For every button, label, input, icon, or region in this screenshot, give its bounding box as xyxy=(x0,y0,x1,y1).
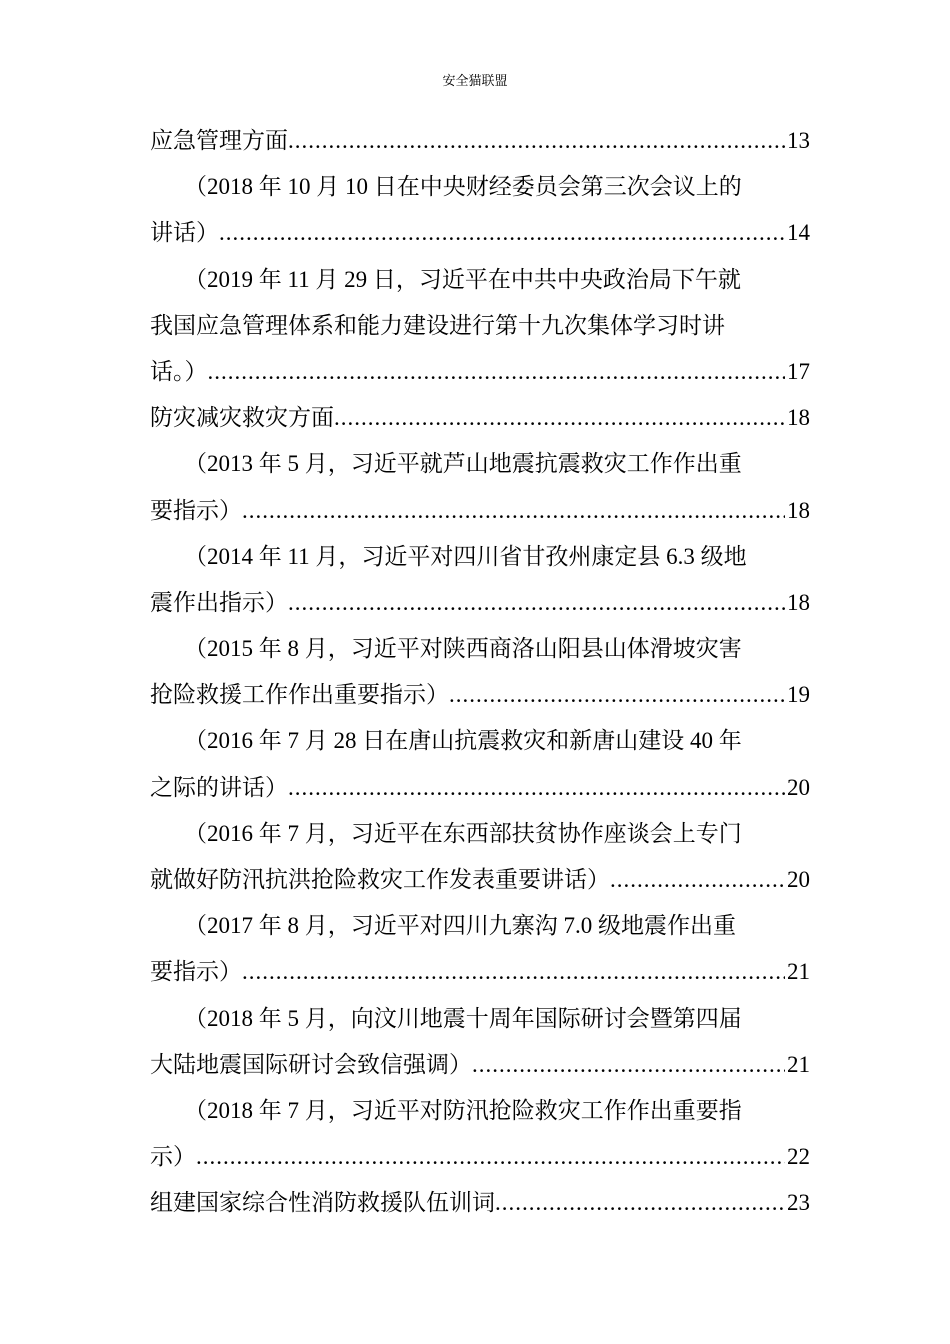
toc-page-number: 23 xyxy=(787,1190,810,1216)
toc-entry-final-line xyxy=(150,949,810,995)
toc-leader-dots xyxy=(196,1134,785,1180)
toc-entry[interactable] xyxy=(150,903,810,995)
toc-entry-final-line xyxy=(150,1134,810,1180)
toc-entry[interactable] xyxy=(150,395,810,441)
toc-entry-title: 抢险救援工作作出重要指示） xyxy=(150,682,449,708)
toc-entry[interactable] xyxy=(150,441,810,533)
toc-leader-dots xyxy=(288,765,785,811)
toc-page-number: 19 xyxy=(787,682,810,708)
toc-entry[interactable] xyxy=(150,534,810,626)
toc-entry-title: 组建国家综合性消防救援队伍训词 xyxy=(150,1190,495,1216)
toc-entry[interactable] xyxy=(150,996,810,1088)
toc-entry-final-line xyxy=(150,395,810,441)
toc-entry-text-line: 我国应急管理体系和能力建设进行第十九次集体学习时讲 xyxy=(150,312,725,338)
toc-leader-dots xyxy=(610,857,785,903)
toc-entry-title: 要指示） xyxy=(150,959,242,985)
toc-page-number: 20 xyxy=(787,867,810,892)
toc-entry-final-line xyxy=(150,210,810,256)
toc-entry-title: 应急管理方面 xyxy=(150,128,288,153)
toc-entry-final-line xyxy=(150,349,810,395)
toc-entry-text-line: （2017 年 8 月，习近平对四川九寨沟 7.0 级地震作出重 xyxy=(184,913,736,939)
toc-entry-title: 大陆地震国际研讨会致信强调） xyxy=(150,1051,472,1077)
toc-leader-dots xyxy=(334,395,785,441)
toc-leader-dots xyxy=(288,118,785,164)
toc-entry-text-line: （2018 年 7 月，习近平对防汛抢险救灾工作作出重要指 xyxy=(184,1097,742,1123)
toc-leader-dots xyxy=(219,210,785,256)
toc-leader-dots xyxy=(495,1180,785,1226)
toc-page-number: 21 xyxy=(787,959,810,985)
toc-entry-title: 就做好防汛抗洪抢险救灾工作发表重要讲话） xyxy=(150,867,610,892)
toc-entry[interactable] xyxy=(150,626,810,718)
toc-entry[interactable] xyxy=(150,1088,810,1180)
toc-leader-dots xyxy=(288,580,785,626)
toc-entry-title: 讲话） xyxy=(150,220,219,246)
toc-leader-dots xyxy=(449,672,785,718)
page-header: 安全猫联盟 xyxy=(442,74,508,89)
toc-entry[interactable] xyxy=(150,811,810,903)
toc-leader-dots xyxy=(242,488,785,534)
toc-entry-final-line xyxy=(150,488,810,534)
toc-entry-text-line: （2016 年 7 月 28 日在唐山抗震救灾和新唐山建设 40 年 xyxy=(184,728,742,754)
toc-page-number: 21 xyxy=(787,1051,810,1077)
toc-entry[interactable] xyxy=(150,118,810,164)
toc-entry-text-line: （2018 年 5 月，向汶川地震十周年国际研讨会暨第四届 xyxy=(184,1005,742,1031)
toc-page-number: 18 xyxy=(787,589,810,615)
toc-entry-final-line xyxy=(150,857,810,903)
toc-entry-title: 之际的讲话） xyxy=(150,774,288,800)
toc-entry-title: 防灾减灾救灾方面 xyxy=(150,405,334,431)
toc-entry-title: 示） xyxy=(150,1144,196,1170)
toc-leader-dots xyxy=(242,949,785,995)
toc-entry[interactable] xyxy=(150,1180,810,1226)
toc-entry-final-line xyxy=(150,672,810,718)
toc-entry-text-line: （2016 年 7 月，习近平在东西部扶贫协作座谈会上专门 xyxy=(184,820,742,846)
toc-entry-text-line: （2014 年 11 月，习近平对四川省甘孜州康定县 6.3 级地 xyxy=(184,543,747,569)
toc-page-number: 14 xyxy=(787,220,810,246)
table-of-contents xyxy=(150,118,810,1227)
toc-entry-final-line xyxy=(150,118,810,164)
toc-page-number: 17 xyxy=(787,358,810,384)
toc-entry-final-line xyxy=(150,1042,810,1088)
toc-entry-final-line xyxy=(150,1180,810,1226)
toc-entry-text-line: （2013 年 5 月，习近平就芦山地震抗震救灾工作作出重 xyxy=(184,451,742,477)
toc-entry-title: 话。） xyxy=(150,358,208,384)
toc-entry-title: 震作出指示） xyxy=(150,589,288,615)
toc-entry-title: 要指示） xyxy=(150,497,242,523)
toc-page-number: 20 xyxy=(787,774,810,800)
toc-entry-text-line: （2019 年 11 月 29 日，习近平在中共中央政治局下午就 xyxy=(184,266,741,292)
toc-entry-text-line: （2018 年 10 月 10 日在中央财经委员会第三次会议上的 xyxy=(184,174,742,200)
toc-page-number: 13 xyxy=(787,128,810,153)
toc-page-number: 22 xyxy=(787,1144,810,1170)
toc-entry-final-line xyxy=(150,765,810,811)
toc-page-number: 18 xyxy=(787,405,810,431)
toc-entry-text-line: （2015 年 8 月，习近平对陕西商洛山阳县山体滑坡灾害 xyxy=(184,636,742,662)
toc-page-number: 18 xyxy=(787,497,810,523)
toc-entry[interactable] xyxy=(150,164,810,256)
toc-leader-dots xyxy=(208,349,786,395)
toc-entry[interactable] xyxy=(150,718,810,810)
toc-leader-dots xyxy=(472,1042,785,1088)
toc-entry[interactable] xyxy=(150,257,810,396)
toc-entry-final-line xyxy=(150,580,810,626)
